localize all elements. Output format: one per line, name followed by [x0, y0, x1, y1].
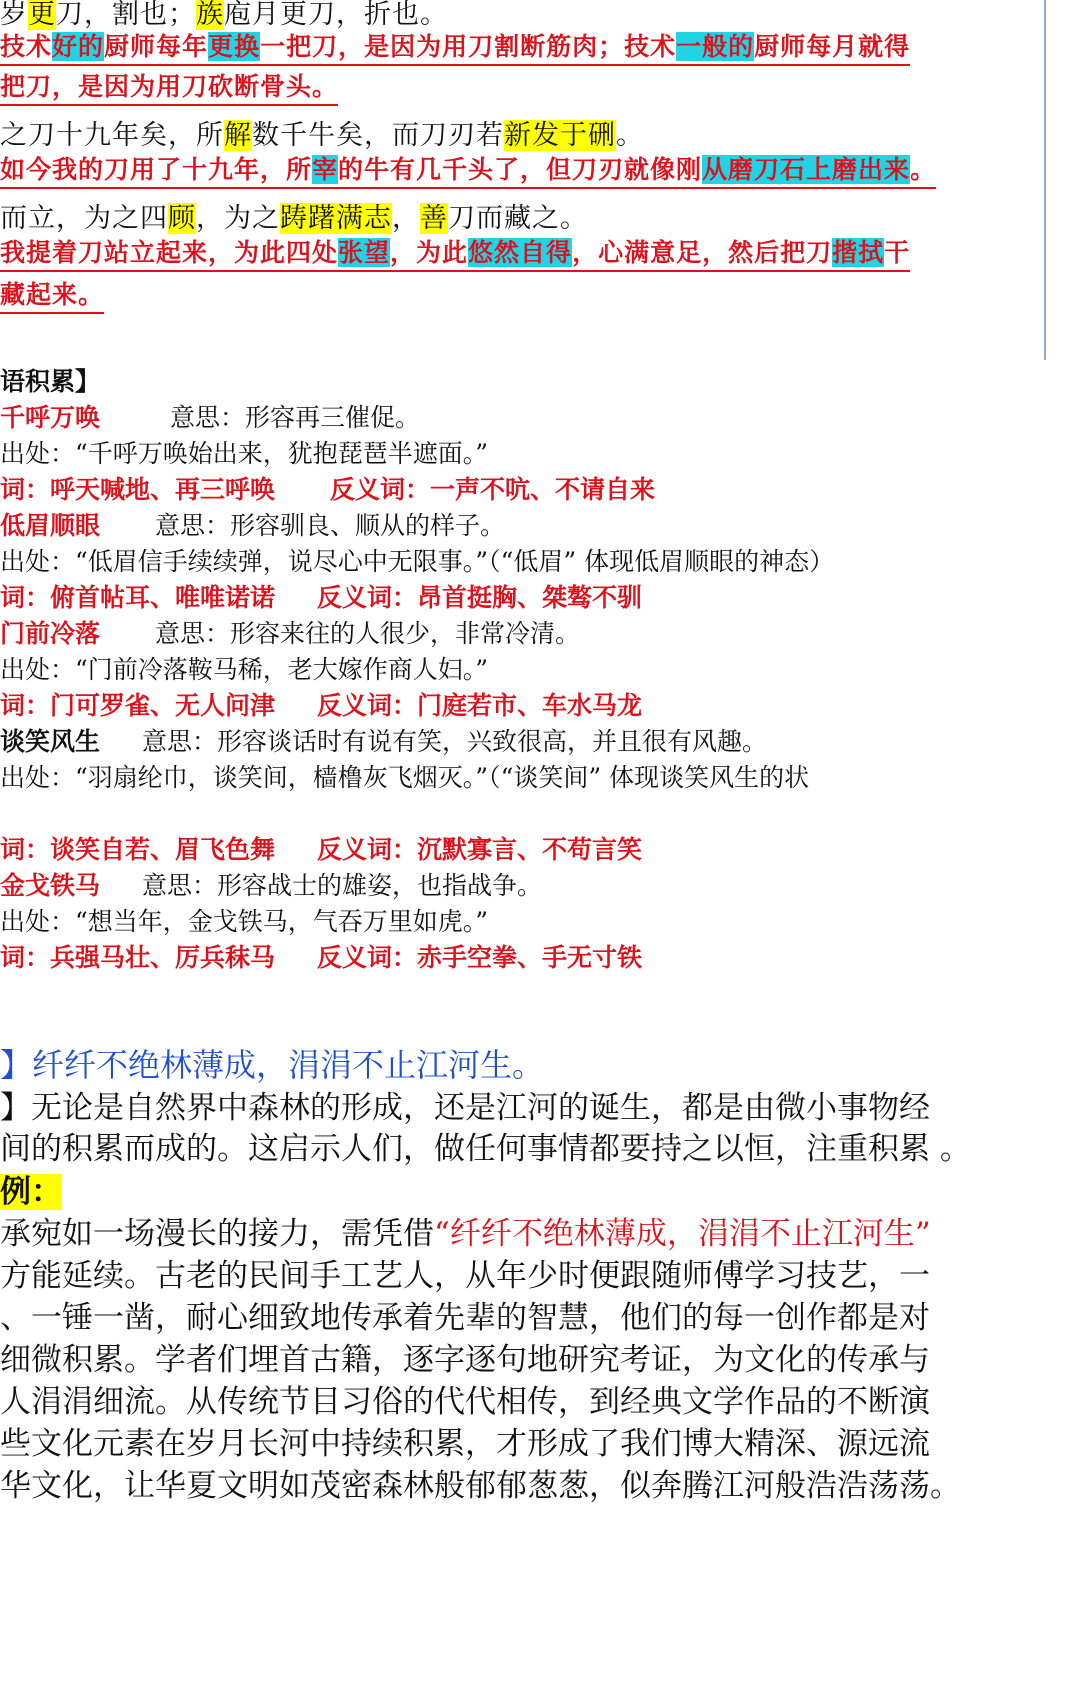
idiom-antonyms: 反义词：昂首挺胸、桀骜不驯 [317, 583, 643, 612]
classical-line-1 [0, 0, 448, 31]
text: ，心满意足，然后把刀 [572, 238, 833, 267]
idiom-meaning: 意思：形容来往的人很少，非常冷清。 [155, 619, 581, 648]
idiom-1-title-row [0, 400, 420, 436]
idiom-name: 金戈铁马 [0, 871, 101, 900]
example-line-4: 细微积累。学者们埋首古籍，逐字逐句地研究考证，为文化的传承与 [0, 1342, 930, 1378]
idiom-2-title-row [0, 508, 505, 544]
text: 。 [616, 120, 644, 151]
idiom-1-syn-ant [0, 472, 655, 508]
text: 的牛有几千头了，但刀刃就像刚 [338, 155, 703, 184]
idiom-synonyms: 词：门可罗雀、无人问津 [0, 691, 276, 720]
text: 藏起来。 [0, 280, 105, 309]
highlight: 好的 [52, 32, 105, 61]
quote-heading: 】纤纤不绝林薄成，涓涓不止江河生。 [0, 1046, 545, 1084]
idiom-meaning: 意思：形容驯良、顺从的样子。 [155, 511, 506, 540]
idiom-1-source: 出处：“千呼万唤始出来，犹抱琵琶半遮面。” [0, 439, 489, 468]
translation-line-1b [0, 72, 338, 106]
idiom-3-title-row [0, 616, 580, 652]
text: 庖月更刀，折也。 [224, 0, 448, 30]
example-line-7: 华文化，让华夏文明如茂密森林般郁郁葱葱，似奔腾江河般浩浩荡荡。 [0, 1468, 961, 1504]
text: 如今我的刀用了十九年，所 [0, 155, 313, 184]
text: ，为之 [196, 203, 280, 234]
text: ， [392, 203, 420, 234]
idiom-2-source: 出处：“低眉信手续续弹，说尽心中无限事。”（“低眉” 体现低眉顺眼的神态） [0, 547, 835, 576]
text: 承宛如一场漫长的接力，需凭借 [0, 1216, 434, 1252]
idiom-antonyms: 反义词：沉默寡言、不苟言笑 [317, 835, 643, 864]
quote-explain-line-2: 间的积累而成的。这启示人们，做任何事情都要持之以恒，注重积累 。 [0, 1131, 971, 1167]
idiom-4-source: 出处：“羽扇纶巾，谈笑间，樯橹灰飞烟灭。”（“谈笑间” 体现谈笑风生的状 [0, 763, 810, 792]
classical-line-3 [0, 196, 588, 235]
idiom-3-source: 出处：“门前冷落鞍马稀，老大嫁作商人妇。” [0, 655, 489, 684]
translation-line-1 [0, 32, 910, 66]
text: 把刀，是因为用刀砍断骨头。 [0, 72, 339, 101]
example-line-6: 些文化元素在岁月长河中持续积累，才形成了我们博大精深、源远流 [0, 1426, 930, 1462]
example-label-row [0, 1166, 62, 1211]
idiom-2-syn-ant [0, 580, 642, 616]
text: 之刀十九年矣，所 [0, 120, 224, 151]
text: 岁 [0, 0, 28, 30]
highlight: 揩拭 [832, 238, 885, 267]
text: 刀而藏之。 [448, 203, 588, 234]
idiom-5-title-row [0, 868, 542, 904]
idiom-synonyms: 词：兵强马壮、厉兵秣马 [0, 943, 276, 972]
quoted-phrase: “纤纤不绝林薄成，涓涓不止江河生” [434, 1216, 931, 1252]
idiom-synonyms: 词：呼天喊地、再三呼唤 [0, 475, 276, 504]
highlight: 善 [420, 203, 448, 234]
example-label: 例： [0, 1174, 62, 1210]
text: 我提着刀站立起来，为此四处 [0, 238, 339, 267]
classical-line-2 [0, 113, 644, 152]
idiom-name: 谈笑风生 [0, 727, 101, 756]
idioms-heading: 语积累】 [0, 367, 101, 396]
idiom-antonyms: 反义词：赤手空拳、手无寸铁 [317, 943, 643, 972]
highlight: 悠然自得 [468, 238, 573, 267]
idiom-name: 低眉顺眼 [0, 511, 101, 540]
highlight: 更 [28, 0, 56, 30]
text: 干 [884, 238, 911, 267]
margin-rule [1044, 0, 1046, 360]
idiom-synonyms: 词：俯首帖耳、唯唯诺诺 [0, 583, 276, 612]
highlight: 从磨刀石上磨出来 [702, 155, 911, 184]
idiom-meaning: 意思：形容再三催促。 [170, 403, 421, 432]
idiom-name: 门前冷落 [0, 619, 101, 648]
translation-line-2 [0, 155, 936, 189]
highlight: 新发于硎 [504, 120, 616, 151]
text: 刀，割也； [56, 0, 196, 30]
text: 一把刀，是因为用刀割断筋肉；技术 [260, 32, 677, 61]
example-line-3: 、一锤一凿，耐心细致地传承着先辈的智慧，他们的每一创作都是对 [0, 1300, 930, 1336]
highlight: 宰 [312, 155, 339, 184]
idiom-synonyms: 词：谈笑自若、眉飞色舞 [0, 835, 276, 864]
highlight: 一般的 [676, 32, 755, 61]
example-line-2: 方能延续。古老的民间手工艺人，从年少时便跟随师傅学习技艺，一 [0, 1258, 930, 1294]
text: ，为此 [390, 238, 469, 267]
text: 。 [910, 155, 937, 184]
idiom-5-source: 出处：“想当年，金戈铁马，气吞万里如虎。” [0, 907, 489, 936]
idiom-name: 千呼万唤 [0, 403, 101, 432]
quote-explain-line-1: 】无论是自然界中森林的形成，还是江河的诞生，都是由微小事物经 [0, 1090, 930, 1126]
example-line-5: 人涓涓细流。从传统节目习俗的代代相传，到经典文学作品的不断演 [0, 1384, 930, 1420]
idiom-antonyms: 反义词：一声不吭、不请自来 [330, 475, 656, 504]
highlight: 踌躇满志 [280, 203, 392, 234]
example-line-1 [0, 1208, 931, 1253]
highlight: 顾 [168, 203, 196, 234]
idiom-meaning: 意思：形容战士的雄姿，也指战争。 [142, 871, 543, 900]
highlight: 更换 [208, 32, 261, 61]
translation-line-3 [0, 238, 910, 272]
text: 数千牛矣，而刀刃若 [252, 120, 504, 151]
idiom-3-syn-ant [0, 688, 642, 724]
text: 技术 [0, 32, 53, 61]
text: 厨师每月就得 [754, 32, 911, 61]
idiom-meaning: 意思：形容谈话时有说有笑，兴致很高，并且很有风趣。 [142, 727, 768, 756]
translation-line-3b [0, 280, 104, 314]
idiom-4-title-row [0, 724, 767, 760]
text: 厨师每年 [104, 32, 209, 61]
highlight: 解 [224, 120, 252, 151]
text: 而立，为之四 [0, 203, 168, 234]
idiom-5-syn-ant [0, 940, 642, 976]
highlight: 族 [196, 0, 224, 30]
idiom-4-syn-ant [0, 832, 642, 868]
idiom-antonyms: 反义词：门庭若市、车水马龙 [317, 691, 643, 720]
highlight: 张望 [338, 238, 391, 267]
